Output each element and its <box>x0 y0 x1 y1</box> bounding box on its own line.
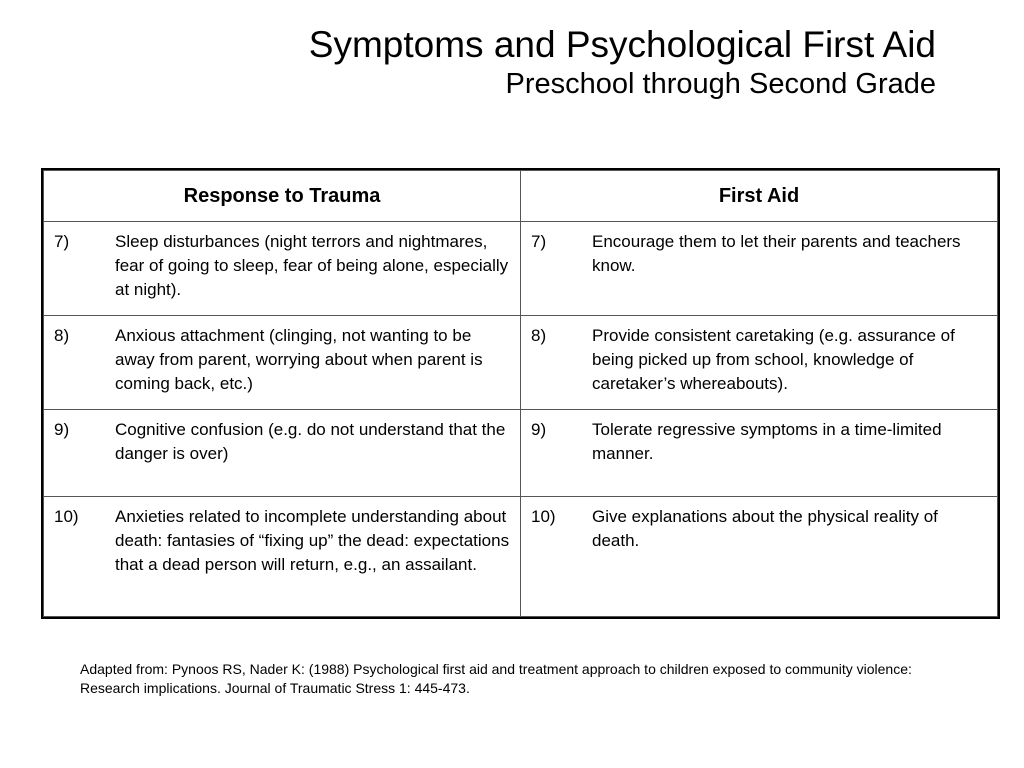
first-aid-text: Provide consistent caretaking (e.g. assurance of being picked up from school, knowledge of caretaker’s whereabouts). <box>592 326 955 393</box>
item-number: 8) <box>54 326 70 345</box>
first-aid-cell <box>521 497 998 617</box>
table-row <box>44 410 998 497</box>
response-text: Anxieties related to incomplete understanding about death: fantasies of “fixing up” the dead: expectations that a dead person will return, e.g., an assailant. <box>115 507 510 574</box>
item-number: 8) <box>531 326 547 345</box>
response-text: Cognitive confusion (e.g. do not understand that the danger is over) <box>115 420 506 463</box>
item-number: 7) <box>531 232 547 251</box>
page-subtitle: Preschool through Second Grade <box>505 68 936 100</box>
response-cell <box>44 316 521 410</box>
item-number: 7) <box>54 232 70 251</box>
page-title: Symptoms and Psychological First Aid <box>308 24 936 65</box>
item-number: 10) <box>531 507 556 526</box>
title-block <box>309 24 936 102</box>
response-cell <box>44 497 521 617</box>
first-aid-text: Tolerate regressive symptoms in a time-limited manner. <box>592 420 942 463</box>
table-row <box>44 497 998 617</box>
table-row <box>44 222 998 316</box>
first-aid-text: Encourage them to let their parents and teachers know. <box>592 232 961 275</box>
response-cell <box>44 410 521 497</box>
first-aid-cell <box>521 316 998 410</box>
item-number: 9) <box>531 420 547 439</box>
item-number: 10) <box>54 507 79 526</box>
response-text: Anxious attachment (clinging, not wanting to be away from parent, worrying about when parent is coming back, etc.) <box>115 326 483 393</box>
column-header-first-aid: First Aid <box>521 171 998 222</box>
first-aid-cell <box>521 410 998 497</box>
trauma-table-container <box>41 168 1000 619</box>
citation-footnote: Adapted from: Pynoos RS, Nader K: (1988) Psychological first aid and treatment approach to children exposed to community violence: Research implications. Journal of Traumatic Stress 1: 445-473. <box>80 661 912 696</box>
table-row <box>44 316 998 410</box>
first-aid-cell <box>521 222 998 316</box>
response-text: Sleep disturbances (night terrors and nightmares, fear of going to sleep, fear of being alone, especially at night). <box>115 232 509 299</box>
table-header-row <box>44 171 998 222</box>
first-aid-text: Give explanations about the physical reality of death. <box>592 507 938 550</box>
item-number: 9) <box>54 420 70 439</box>
column-header-response: Response to Trauma <box>44 171 521 222</box>
response-cell <box>44 222 521 316</box>
trauma-table <box>43 170 998 617</box>
